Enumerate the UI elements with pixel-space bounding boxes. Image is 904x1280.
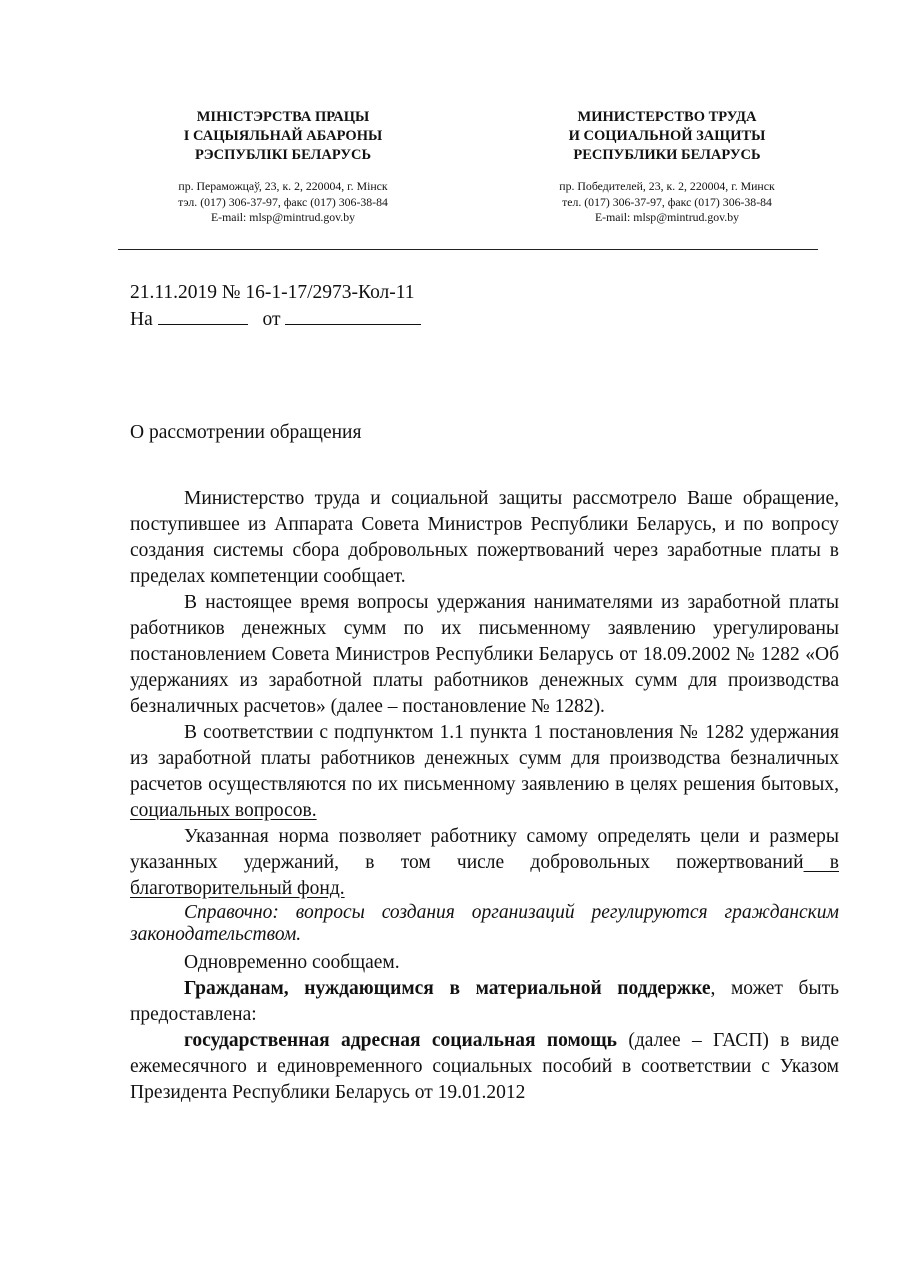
letterhead-russian xyxy=(482,108,852,226)
paragraph: В настоящее время вопросы удержания нанимателями из заработной платы работников денежных сумм по их письменному заявлению урегулированы постановлением Совета Министров Республики Беларусь от 18.09.2002 № 1282 «Об удержаниях из заработной платы работников денежных сумм для производства безналичных расчетов» (далее – постановление № 1282). xyxy=(130,592,839,717)
paragraph-text: В соответствии с подпунктом 1.1 пункта 1 постановления № 1282 удержания из заработной платы работников денежных сумм для производства безналичных расчетов осуществляются по их письменному заявлению в целях решения бытовых, xyxy=(130,722,839,795)
paragraph-text: (далее – ГАСП) в виде ежемесячного и единовременного социальных пособий в соответствии с Указом Президента Республики Беларусь от 19.01.2012 xyxy=(130,1030,839,1103)
ministry-name-line: МІНІСТЭРСТВА ПРАЦЫ xyxy=(196,109,370,125)
ministry-name-ru xyxy=(482,108,852,165)
ministry-name-line: РЭСПУБЛІКІ БЕЛАРУСЬ xyxy=(194,147,372,163)
letter-body xyxy=(130,486,839,1106)
reply-label: На xyxy=(130,309,153,330)
underlined-text: в благотворительный фонд. xyxy=(130,852,839,899)
ministry-name-line: РЕСПУБЛИКИ БЕЛАРУСЬ xyxy=(573,147,761,163)
phone-line: тел. (017) 306-37-97, факс (017) 306-38-84 xyxy=(562,194,772,209)
paragraph xyxy=(130,824,839,902)
from-blank xyxy=(285,306,421,325)
reference-note: Справочно: вопросы создания организаций регулируются гражданским законодательством. xyxy=(130,902,839,945)
ministry-name-line: МИНИСТЕРСТВО ТРУДА xyxy=(577,109,757,125)
paragraph-text: Указанная норма позволяет работнику самому определять цели и размеры указанных удержаний, в том числе добровольных пожертвований xyxy=(130,826,839,873)
paragraph xyxy=(130,720,839,824)
phone-line: тэл. (017) 306-37-97, факс (017) 306-38-84 xyxy=(178,194,388,209)
email-line: E-mail: mlsp@mintrud.gov.by xyxy=(210,210,356,224)
paragraph: Министерство труда и социальной защиты рассмотрело Ваше обращение, поступившее из Аппарата Совета Министров Республики Беларусь, и по вопросу создания системы сбора добровольных пожертвований через заработные платы в пределах компетенции сообщает. xyxy=(130,488,839,587)
bold-text: государственная адресная социальная помощь xyxy=(184,1030,617,1051)
address-line: пр. Победителей, 23, к. 2, 220004, г. Минск xyxy=(559,179,775,193)
ministry-name-line: І САЦЫЯЛЬНАЙ АБАРОНЫ xyxy=(183,128,383,144)
ministry-address-ru xyxy=(482,179,852,226)
bold-text: Гражданам, нуждающимся в материальной поддержке xyxy=(184,978,711,999)
paragraph xyxy=(130,976,839,1028)
ministry-name-be xyxy=(98,108,468,165)
letter-subject: О рассмотрении обращения xyxy=(130,422,362,443)
from-label: от xyxy=(262,309,281,330)
paragraph: Одновременно сообщаем. xyxy=(184,952,400,973)
underlined-text: социальных вопросов. xyxy=(130,800,317,821)
ministry-address-be xyxy=(98,179,468,226)
registration-number: 21.11.2019 № 16-1-17/2973-Кол-11 xyxy=(130,282,415,303)
address-line: пр. Пераможцаў, 23, к. 2, 220004, г. Мінск xyxy=(178,179,388,193)
email-line: E-mail: mlsp@mintrud.gov.by xyxy=(594,210,740,224)
letterhead-belarusian xyxy=(98,108,468,226)
header-divider xyxy=(118,249,818,250)
ministry-name-line: И СОЦИАЛЬНОЙ ЗАЩИТЫ xyxy=(568,128,766,144)
reply-reference xyxy=(130,306,421,333)
paragraph-text: , может быть предоставлена: xyxy=(130,978,839,1025)
reply-blank xyxy=(158,306,248,325)
paragraph xyxy=(130,1028,839,1106)
